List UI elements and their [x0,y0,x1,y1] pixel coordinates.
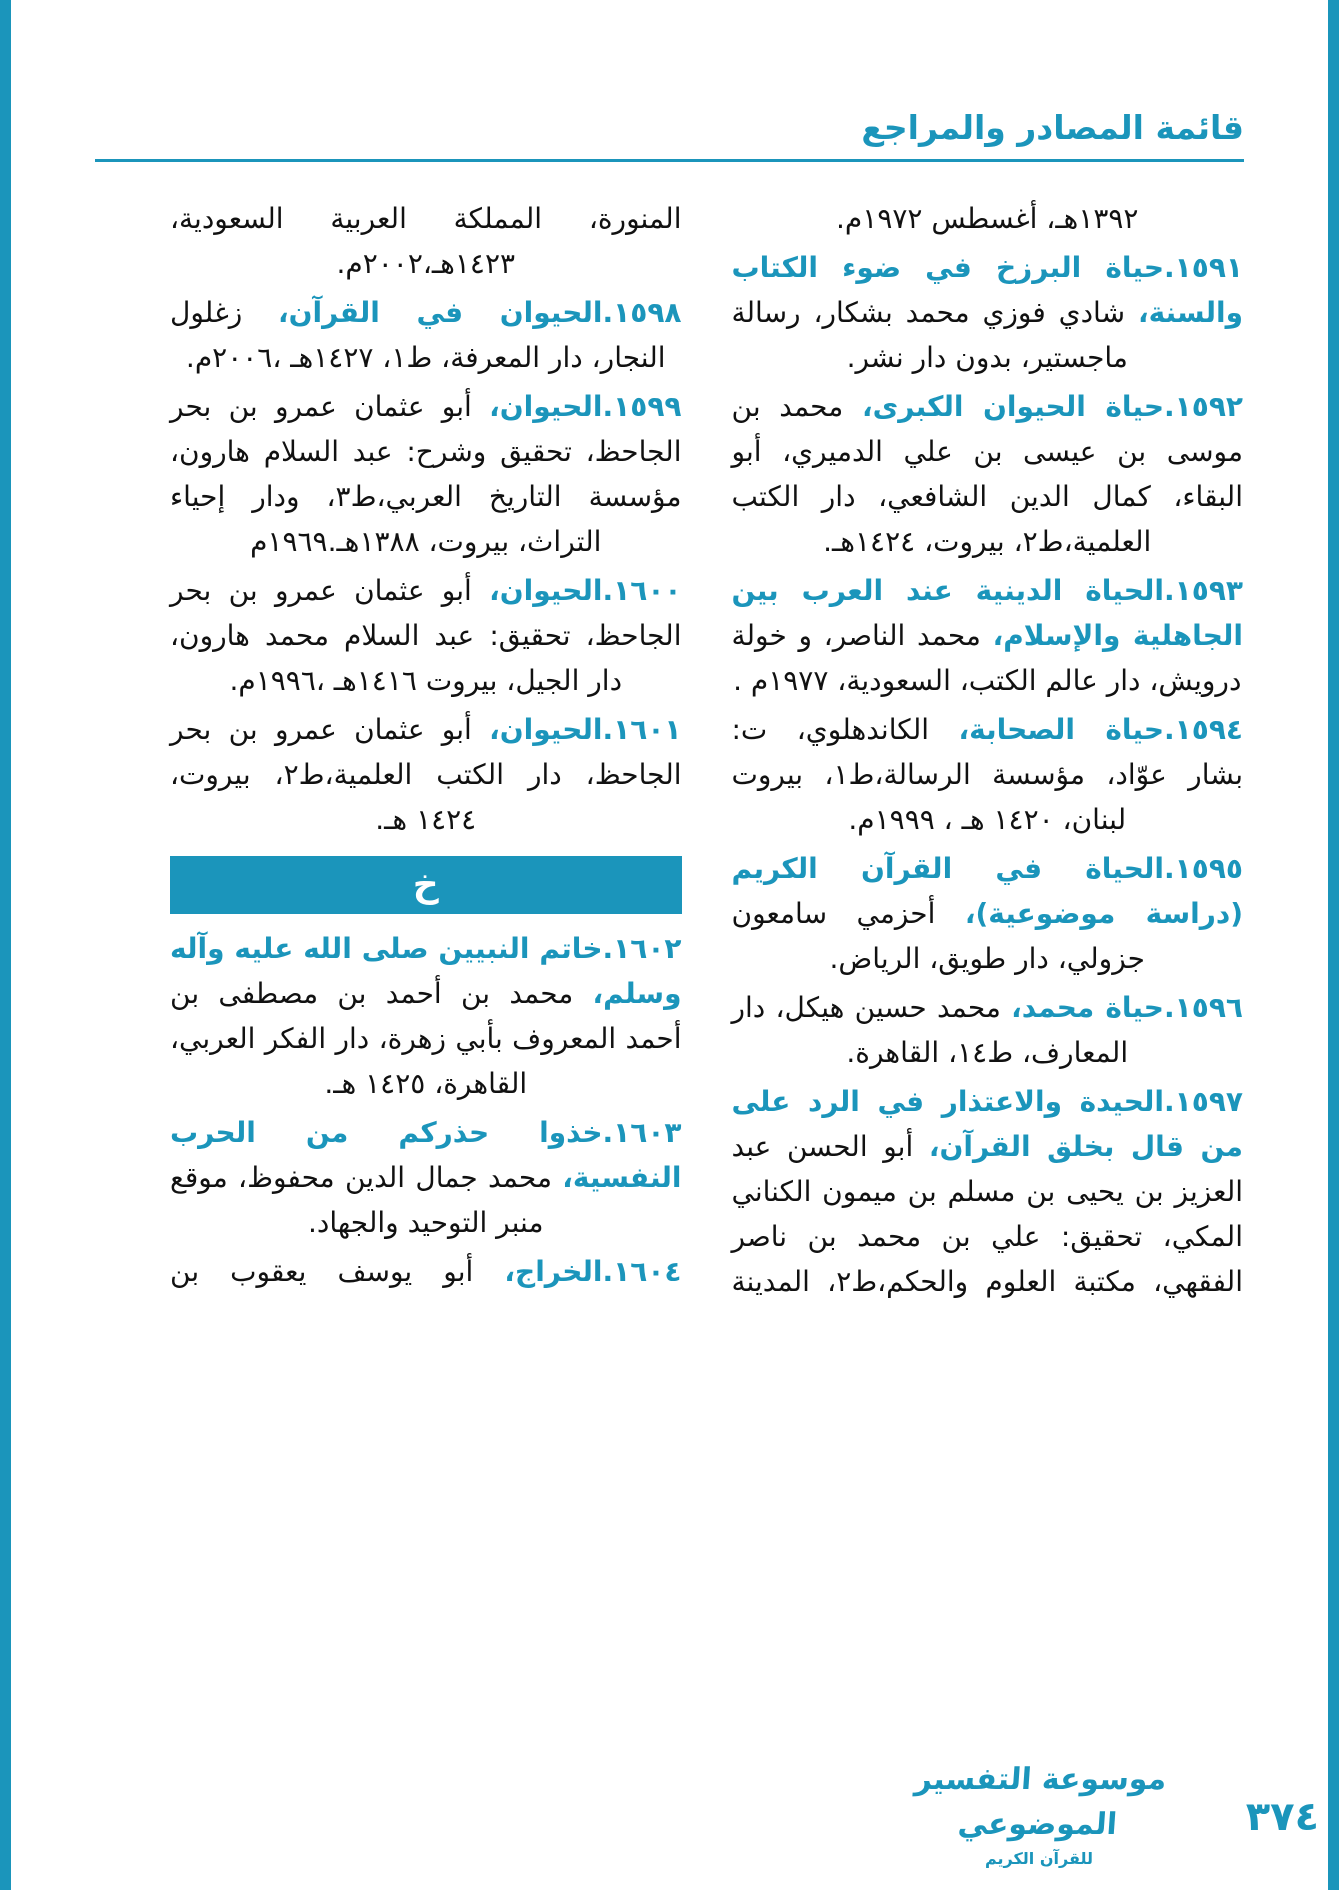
entry-continuation [732,196,1244,241]
bib-entry [732,707,1244,842]
entry-text: شادي فوزي محمد بشكار، رسالة ماجستير، بدون دار نشر. [731,296,1138,374]
entry-number-title: ١٥٩٦.حياة محمد، [1011,991,1243,1024]
page-header [95,108,1244,162]
entry-text: محمد الناصر، و خولة درويش، دار عالم الكتب، السعودية، ١٩٧٧م . [731,619,1242,697]
entry-number-title: ١٥٩٥.الحياة في القرآن الكريم (دراسة موضوعية)، [731,852,1244,930]
book-logo-calligraphy [889,1757,1189,1868]
entry-text: أحزمي سامعون جزولي، دار طويق، الرياض. [731,897,1145,975]
bib-entry [732,846,1244,981]
header-rule [95,159,1244,162]
entry-text: محمد جمال الدين محفوظ، موقع منبر التوحيد والجهاد. [170,1161,563,1239]
entry-text: أبو الحسن عبد العزيز بن يحيى بن مسلم بن ميمون الكناني المكي، تحقيق: علي بن محمد بن ناصر الفقهي، مكتبة العلوم والحكم،ط٢، المدينة [731,1130,1243,1298]
bib-entry [732,568,1244,703]
entry-text: أبو يوسف يعقوب بن [170,1255,505,1288]
entry-number-title: ١٥٩٤.حياة الصحابة، [958,713,1243,746]
bib-entry [170,384,682,564]
page-number: ٣٧٤ [1245,1794,1319,1840]
entry-number-title: ١٥٩٢.حياة الحيوان الكبرى، [861,390,1243,423]
entry-number-title: ١٥٩٩.الحيوان، [489,390,682,423]
entry-number-title: ١٦٠١.الحيوان، [489,713,682,746]
section-letter: خ [412,864,439,905]
bibliography-columns [170,196,1243,1308]
column-left [170,196,682,1308]
bib-entry [732,384,1244,564]
entry-text: أبو عثمان عمرو بن بحر الجاحظ، تحقيق: عبد السلام محمد هارون، دار الجيل، بيروت ١٤١٦هـ ،١٩٩٦م. [170,574,682,697]
entry-text: محمد حسين هيكل، دار المعارف، ط١٤، القاهرة. [731,991,1129,1069]
entry-text: الكاندهلوي، ت: بشار عوّاد، مؤسسة الرسالة،ط١، بيروت لبنان، ١٤٢٠ هـ ، ١٩٩٩م. [731,713,1243,836]
bib-entry [170,926,682,1106]
page-footer [0,1740,1339,1890]
bib-entry [170,1110,682,1245]
entry-number-title: ١٥٩١.حياة البرزخ في ضوء الكتاب والسنة، [731,251,1243,329]
left-edge-bar [0,0,11,1890]
bib-entry [732,245,1244,380]
entry-number-title: ١٦٠٣.خذوا حذركم من الحرب النفسية، [170,1116,682,1194]
bib-entry [732,1079,1244,1304]
bib-entry [170,1249,682,1294]
bib-entry [732,985,1244,1075]
bib-entry [170,707,682,842]
logo-title-text: موسوعة التفسير الموضوعي [913,1762,1168,1842]
entry-continuation [170,196,682,286]
entry-text: ١٣٩٢هـ، أغسطس ١٩٧٢م. [836,202,1139,235]
bib-entry [170,290,682,380]
entry-number-title: ١٦٠٤.الخراج، [504,1255,682,1288]
header-title: قائمة المصادر والمراجع [861,108,1244,147]
entry-text: أبو عثمان عمرو بن بحر الجاحظ، تحقيق وشرح: عبد السلام هارون، مؤسسة التاريخ العربي،ط٣، ودار إحياء التراث، بيروت، ١٣٨٨هـ.١٩٦٩م [170,390,682,558]
column-right [732,196,1244,1308]
bib-entry [170,568,682,703]
entry-text: أبو عثمان عمرو بن بحر الجاحظ، دار الكتب العلمية،ط٢، بيروت، ١٤٢٤ هـ. [170,713,682,836]
entry-number-title: ١٦٠٢.خاتم النبيين صلى الله عليه وآله وسلم، [170,932,682,1010]
entry-number-title: ١٥٩٧.الحيدة والاعتذار في الرد على من قال بخلق القرآن، [731,1085,1243,1163]
entry-text: زغلول النجار، دار المعرفة، ط١، ١٤٢٧هـ ،٢٠٠٦م. [170,296,666,374]
entry-number-title: ١٥٩٣.الحياة الدينية عند العرب بين الجاهلية والإسلام، [731,574,1243,652]
right-edge-bar [1328,0,1339,1890]
entry-number-title: ١٦٠٠.الحيوان، [489,574,682,607]
section-divider [170,856,682,914]
entry-number-title: ١٥٩٨.الحيوان في القرآن، [278,296,682,329]
entry-text: محمد بن موسى بن عيسى بن علي الدميري، أبو البقاء، كمال الدين الشافعي، دار الكتب العلمية،ط٢، بيروت، ١٤٢٤هـ. [731,390,1243,558]
logo-subtitle-text: للقرآن الكريم [984,1849,1094,1868]
entry-text: محمد بن أحمد بن مصطفى بن أحمد المعروف بأبي زهرة، دار الفكر العربي، القاهرة، ١٤٢٥ هـ. [170,977,682,1100]
entry-text: المنورة، المملكة العربية السعودية، ١٤٢٣هـ،٢٠٠٢م. [170,202,682,280]
